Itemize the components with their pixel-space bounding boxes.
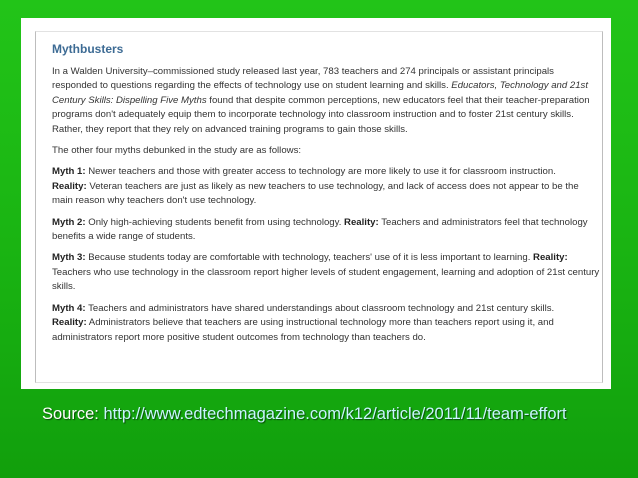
article-content <box>52 42 601 352</box>
myth-2-label: Myth 2: <box>52 216 86 228</box>
study-title: Educators, Technology and 21st Century Skills: Dispelling Five Myths <box>52 80 589 106</box>
reality-3-label: Reality: <box>533 252 568 264</box>
myth-4-text: Teachers and administrators have shared understandings about classroom technology and 21st century skills. <box>85 302 555 314</box>
intro-text-2: found that despite common perceptions, new educators feel that their teacher-preparation programs don't adequately equip them to incorporate technology into classroom instruction and to foster 21st century skills. Rather, they report that they rely on advanced training programs to gain those skills. <box>52 94 590 135</box>
reality-4-text: Administrators believe that teachers are using instructional technology more than teachers report using it, and administrators report more positive student outcomes from technology than teachers do. <box>52 317 554 343</box>
lead-in-paragraph: The other four myths debunked in the study are as follows: <box>52 145 302 157</box>
reality-2-label: Reality: <box>344 216 379 228</box>
article-title: Mythbusters <box>52 42 124 56</box>
myth-2-paragraph <box>52 216 601 245</box>
article-screenshot-panel <box>21 18 611 389</box>
myth-2-text: Only high-achieving students benefit from using technology. <box>85 216 345 228</box>
intro-text-1: In a Walden University–commissioned study released last year, 783 teachers and 274 principals or assistant principals responded to questions regarding the effects of technology use on student learning and skills. <box>52 66 554 92</box>
reality-1-label: Reality: <box>52 180 87 192</box>
source-link[interactable]: http://www.edtechmagazine.com/k12/article/2011/11/team-effort <box>103 405 567 423</box>
myth-1-text: Newer teachers and those with greater access to technology are more likely to use it for classroom instruction. <box>85 166 556 178</box>
myth-4-paragraph <box>52 302 601 345</box>
reality-4-label: Reality: <box>52 317 87 329</box>
reality-3-text: Teachers who use technology in the classroom report higher levels of student engagement, learning and adoption of 21st century skills. <box>52 266 600 293</box>
intro-paragraph <box>52 65 601 137</box>
myth-4-label: Myth 4: <box>52 302 86 314</box>
myth-1-label: Myth 1: <box>52 166 86 178</box>
reality-1-text: Veteran teachers are just as likely as new teachers to use technology, and lack of access does not appear to be the main reason why teachers don't use technology. <box>52 180 579 207</box>
reality-2-text: Teachers and administrators feel that technology benefits a wide range of students. <box>52 216 588 243</box>
source-caption <box>42 404 567 424</box>
myth-3-text: Because students today are comfortable with technology, teachers' use of it is less important to learning. <box>85 252 534 264</box>
myth-3-label: Myth 3: <box>52 252 86 264</box>
source-label: Source: <box>42 405 99 423</box>
myth-1-paragraph <box>52 165 601 208</box>
myth-3-paragraph <box>52 251 601 294</box>
